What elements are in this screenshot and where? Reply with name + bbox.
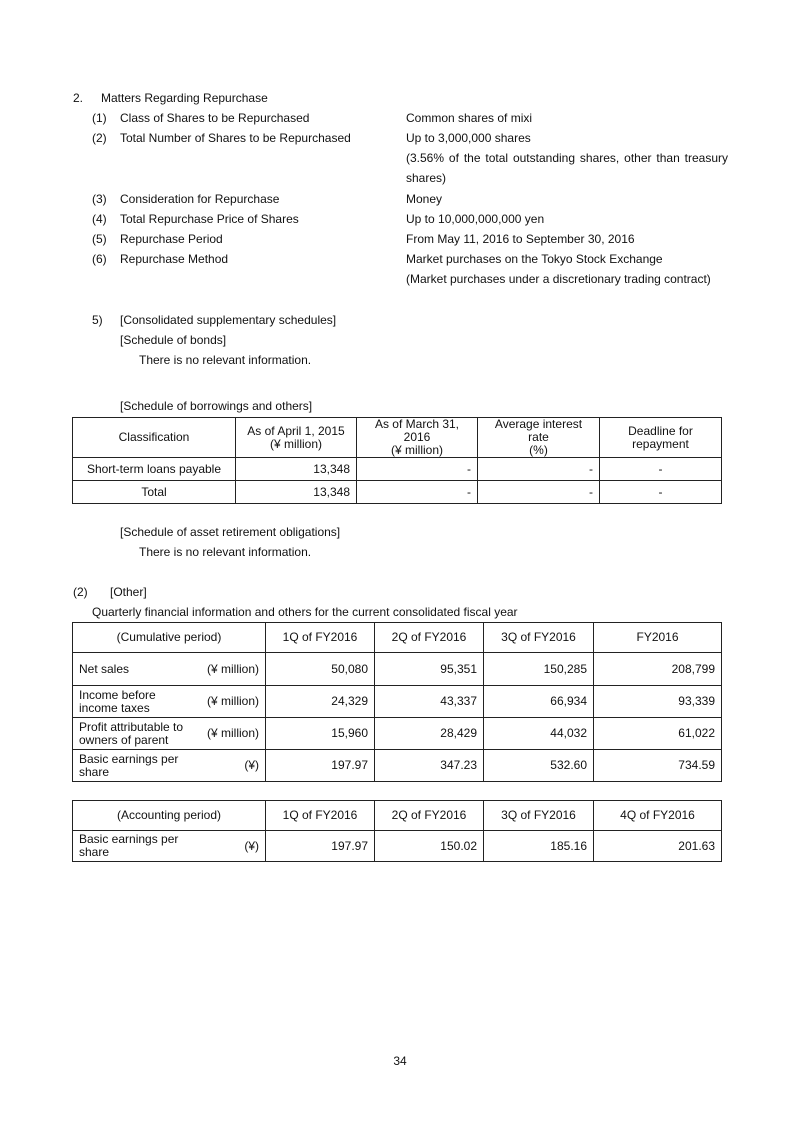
value-cell: 61,022 [594,718,722,750]
other-number: (2) [73,585,88,599]
item-label: Class of Shares to be Repurchased [120,111,310,125]
column-header: 4Q of FY2016 [594,801,722,831]
header-row [73,623,722,653]
value-cell: 28,429 [375,718,484,750]
column-header: 2Q of FY2016 [375,623,484,653]
row-unit: (¥ million) [206,694,259,708]
row-unit: (¥ million) [206,726,259,740]
row-unit: (¥) [244,758,259,772]
cell: 13,348 [236,458,357,481]
item-number: (6) [92,252,107,266]
item-number: (5) [92,232,107,246]
item-value: Money [406,192,443,206]
column-header: 1Q of FY2016 [266,623,375,653]
item-value: Market purchases on the Tokyo Stock Exchange [406,252,663,266]
item-number: (2) [92,131,107,145]
table-row [73,653,722,686]
value-cell: 197.97 [266,831,375,862]
row-label: Short-term loans payable [73,458,236,481]
value-cell: 93,339 [594,686,722,718]
section-5-number: 5) [92,313,103,327]
other-title: [Other] [110,585,147,599]
cell: - [600,458,722,481]
cell: - [478,481,600,504]
item-value: Up to 10,000,000,000 yen [406,212,545,226]
row-label: Net sales [79,661,130,676]
table-row [73,750,722,782]
row-label-cell [73,831,266,862]
header-april-2015: As of April 1, 2015 (¥ million) [236,418,357,458]
section-2-title: Matters Regarding Repurchase [101,91,268,105]
header-classification: Classification [73,418,236,458]
value-cell: 66,934 [484,686,594,718]
item-label: Consideration for Repurchase [120,192,280,206]
item-value: Up to 3,000,000 shares [406,131,531,145]
table-row [73,458,722,481]
item-label: Total Repurchase Price of Shares [120,212,299,226]
value-cell: 150,285 [484,653,594,686]
item-value: (Market purchases under a discretionary trading contract) [406,272,711,286]
row-label-cell [73,653,266,686]
column-header: 2Q of FY2016 [375,801,484,831]
item-number: (1) [92,111,107,125]
section-2-number: 2. [73,91,84,105]
row-label: Total [73,481,236,504]
bonds-text: There is no relevant information. [139,353,312,367]
aro-text: There is no relevant information. [139,545,312,559]
value-cell: 15,960 [266,718,375,750]
page-number: 34 [393,1054,407,1068]
value-cell: 44,032 [484,718,594,750]
borrowings-header-row [73,418,722,458]
value-cell: 201.63 [594,831,722,862]
cell: - [357,458,478,481]
column-header: (Accounting period) [73,801,266,831]
header-march-2016: As of March 31, 2016 (¥ million) [357,418,478,458]
column-header: 1Q of FY2016 [266,801,375,831]
section-5-title: [Consolidated supplementary schedules] [120,313,337,327]
item-label: Repurchase Period [120,232,223,246]
cell: 13,348 [236,481,357,504]
item-number: (4) [92,212,107,226]
table-row [73,718,722,750]
header-deadline: Deadline for repayment [600,418,722,458]
value-cell: 734.59 [594,750,722,782]
table-row [73,831,722,862]
row-label-cell [73,750,266,782]
item-value: From May 11, 2016 to September 30, 2016 [406,232,635,246]
header-interest-rate: Average interest rate (%) [478,418,600,458]
header-row [73,801,722,831]
value-cell: 43,337 [375,686,484,718]
row-unit: (¥) [244,838,259,853]
item-label: Repurchase Method [120,252,229,266]
accounting-table [72,800,722,862]
row-label: Basic earnings per share [79,751,179,779]
value-cell: 185.16 [484,831,594,862]
item-value: (3.56% of the total outstanding shares, other than treasury [406,151,728,165]
column-header: FY2016 [594,623,722,653]
value-cell: 95,351 [375,653,484,686]
value-cell: 150.02 [375,831,484,862]
value-cell: 197.97 [266,750,375,782]
value-cell: 24,329 [266,686,375,718]
aro-title: [Schedule of asset retirement obligations] [120,525,341,539]
cumulative-table [72,622,722,782]
value-cell: 347.23 [375,750,484,782]
table-row [73,481,722,504]
cell: - [357,481,478,504]
cell: - [478,458,600,481]
row-unit: (¥ million) [206,661,259,676]
column-header: (Cumulative period) [73,623,266,653]
value-cell: 50,080 [266,653,375,686]
item-value: shares) [406,171,447,185]
row-label: Income before income taxes [79,687,156,715]
row-label: Basic earnings per share [79,832,179,859]
table-row [73,686,722,718]
other-subtitle: Quarterly financial information and others for the current consolidated fiscal year [92,605,518,619]
item-value: Common shares of mixi [406,111,533,125]
row-label-cell [73,686,266,718]
cell: - [600,481,722,504]
item-label: Total Number of Shares to be Repurchased [120,131,351,145]
value-cell: 208,799 [594,653,722,686]
column-header: 3Q of FY2016 [484,623,594,653]
value-cell: 532.60 [484,750,594,782]
item-number: (3) [92,192,107,206]
bonds-title: [Schedule of bonds] [120,333,227,347]
row-label: Profit attributable to owners of parent [79,719,184,747]
row-label-cell [73,718,266,750]
borrowings-table [72,417,722,504]
borrowings-title: [Schedule of borrowings and others] [120,399,313,413]
column-header: 3Q of FY2016 [484,801,594,831]
